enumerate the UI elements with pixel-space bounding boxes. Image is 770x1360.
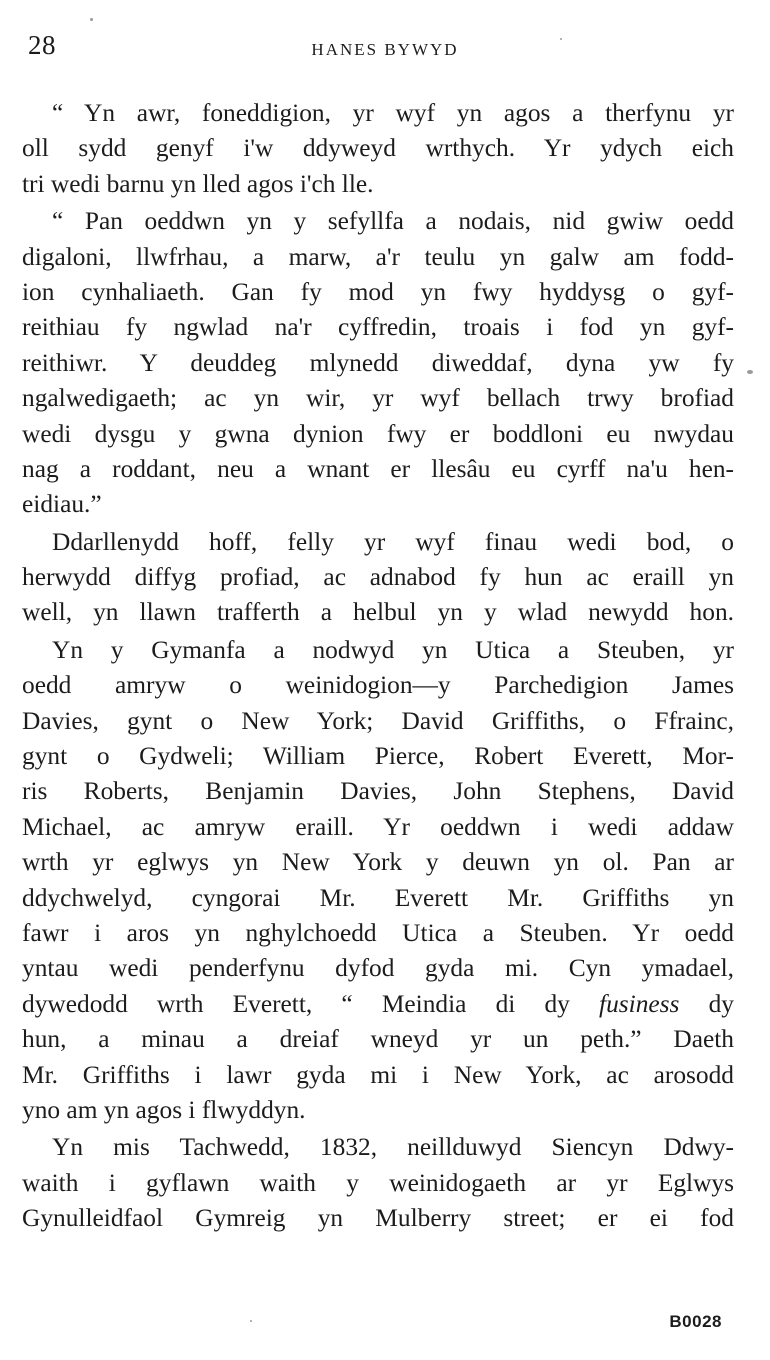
text-line: Yn mis Tachwedd, 1832, neillduwyd Siencyn Ddwy- <box>52 1133 734 1162</box>
text-line: oll sydd genyf i'w ddyweyd wrthych. Yr ydych eich <box>22 134 734 163</box>
paper-speck <box>560 38 562 40</box>
paragraph <box>22 96 734 202</box>
text-line: Davies, gynt o New York; David Griffiths, o Ffrainc, <box>22 706 734 735</box>
text-line: Ddarllenydd hoff, felly yr wyf finau wedi bod, o <box>52 527 734 556</box>
text-line: digaloni, llwfrhau, a marw, a'r teulu yn galw am fodd- <box>22 242 734 271</box>
text-line: ion cynhaliaeth. Gan fy mod yn fwy hyddysg o gyf- <box>22 277 734 306</box>
paper-speck <box>250 1320 252 1322</box>
text-line: eidiau.” <box>22 490 102 519</box>
text-line: Yn y Gymanfa a nodwyd yn Utica a Steuben, yr <box>52 635 734 664</box>
text-line: Gynulleidfaol Gymreig yn Mulberry street; er ei fod <box>22 1204 734 1233</box>
text-line: reithiwr. Y deuddeg mlynedd diweddaf, dyna yw fy <box>22 348 734 377</box>
text-line: oedd amryw o weinidogion—y Parchedigion James <box>22 671 734 700</box>
text-line: waith i gyflawn waith y weinidogaeth ar yr Eglwys <box>22 1168 734 1197</box>
text-line: “ Pan oeddwn yn y sefyllfa a nodais, nid gwiw oedd <box>52 207 734 236</box>
text-line: wedi dysgu y gwna dynion fwy er boddloni eu nwydau <box>22 419 734 448</box>
running-head: HANES BYWYD <box>311 40 459 59</box>
text-line: ris Roberts, Benjamin Davies, John Stephens, David <box>22 777 734 806</box>
paragraph <box>22 525 734 631</box>
paper-speck <box>747 370 753 374</box>
text-line: tri wedi barnu yn lled agos i'ch lle. <box>22 169 374 198</box>
paper-speck <box>90 18 93 21</box>
text-line: Mr. Griffiths i lawr gyda mi i New York, ac arosodd <box>22 1060 734 1089</box>
text-line: reithiau fy ngwlad na'r cyffredin, troais i fod yn gyf- <box>22 313 734 342</box>
paragraph <box>22 633 734 1128</box>
line-lead: dywedodd wrth Everett, “ Meindia di dy <box>22 989 570 1018</box>
text-line: herwydd diffyg profiad, ac adnabod fy hun ac eraill yn <box>22 563 734 592</box>
body-text <box>22 96 734 1237</box>
paragraph <box>22 1130 734 1236</box>
text-line: Michael, ac amryw eraill. Yr oeddwn i wedi addaw <box>22 812 734 841</box>
catalog-id: B0028 <box>669 1312 722 1331</box>
line-tail: dy <box>708 989 734 1018</box>
page-number: 28 <box>28 30 56 60</box>
text-line: ngalwedigaeth; ac yn wir, yr wyf bellach trwy brofiad <box>22 384 734 413</box>
text-line: gynt o Gydweli; William Pierce, Robert Everett, Mor- <box>22 742 734 771</box>
text-line: yno am yn agos i flwyddyn. <box>22 1095 306 1124</box>
text-line: yntau wedi penderfynu dyfod gyda mi. Cyn ymadael, <box>22 954 734 983</box>
text-line: “ Yn awr, foneddigion, yr wyf yn agos a therfynu yr <box>52 99 734 127</box>
text-line: well, yn llawn trafferth a helbul yn y wlad newydd hon. <box>22 598 734 627</box>
italic-word: fusiness <box>599 989 680 1018</box>
text-line: fawr i aros yn nghylchoedd Utica a Steuben. Yr oedd <box>22 918 734 947</box>
text-line: wrth yr eglwys yn New York y deuwn yn ol. Pan ar <box>22 848 734 877</box>
text-line-italic <box>22 987 734 1022</box>
paragraph <box>22 204 734 523</box>
text-line: hun, a minau a dreiaf wneyd yr un peth.” Daeth <box>22 1025 734 1054</box>
text-line: ddychwelyd, cyngorai Mr. Everett Mr. Griffiths yn <box>22 883 734 912</box>
text-line: nag a roddant, neu a wnant er llesâu eu cyrff na'u hen- <box>22 454 734 483</box>
